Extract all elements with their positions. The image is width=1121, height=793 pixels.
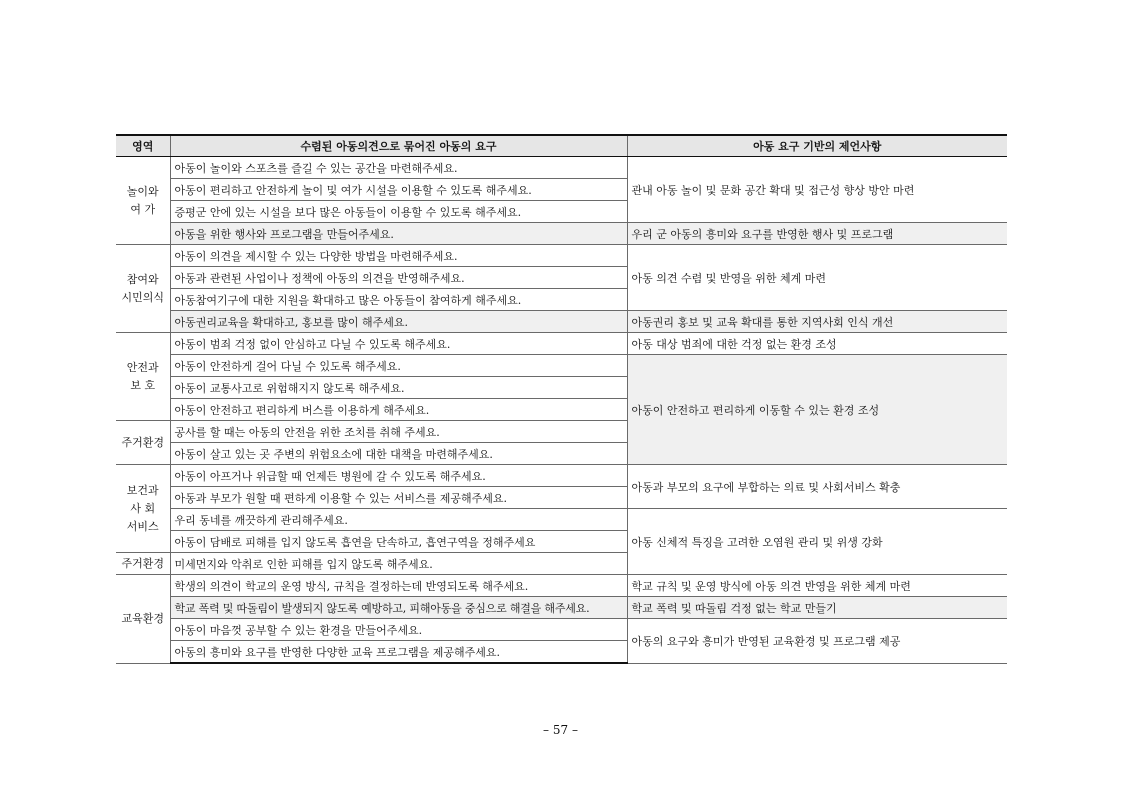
table-row — [116, 157, 1007, 179]
demand-cell: 아동이 안전하고 편리하게 버스를 이용하게 해주세요. — [170, 399, 627, 421]
area-label: 사 회 — [130, 501, 156, 515]
recommendation-cell: 아동이 안전하고 편리하게 이동할 수 있는 환경 조성 — [627, 355, 1007, 465]
recommendation-cell: 아동 의견 수렴 및 반영을 위한 체계 마련 — [627, 245, 1007, 311]
area-living-environment-2 — [116, 553, 170, 575]
demand-cell: 아동을 위한 행사와 프로그램을 만들어주세요. — [170, 223, 627, 245]
table-row — [116, 333, 1007, 355]
demand-cell: 아동이 의견을 제시할 수 있는 다양한 방법을 마련해주세요. — [170, 245, 627, 267]
area-living-environment — [116, 421, 170, 465]
area-education — [116, 575, 170, 664]
demand-cell: 아동이 마음껏 공부할 수 있는 환경을 만들어주세요. — [170, 619, 627, 641]
area-play-leisure — [116, 157, 170, 245]
table-row — [116, 509, 1007, 531]
area-label: 보건과 — [126, 483, 159, 497]
demand-cell: 아동이 범죄 걱정 없이 안심하고 다닐 수 있도록 해주세요. — [170, 333, 627, 355]
area-label: 시민의식 — [121, 290, 164, 304]
area-label: 놀이와 — [126, 184, 159, 198]
recommendations-table — [116, 134, 1007, 664]
demand-cell: 아동의 흥미와 요구를 반영한 다양한 교육 프로그램을 제공해주세요. — [170, 641, 627, 664]
area-label: 안전과 — [126, 360, 159, 374]
demand-cell: 미세먼지와 악취로 인한 피해를 입지 않도록 해주세요. — [170, 553, 627, 575]
demand-cell: 아동이 안전하게 걸어 다닐 수 있도록 해주세요. — [170, 355, 627, 377]
demand-cell: 아동이 살고 있는 곳 주변의 위험요소에 대한 대책을 마련해주세요. — [170, 443, 627, 465]
area-label: 서비스 — [126, 519, 159, 533]
table-header-row — [116, 135, 1007, 157]
area-safety — [116, 333, 170, 421]
area-health-social — [116, 465, 170, 553]
area-label: 여 가 — [130, 202, 156, 216]
demand-cell: 아동이 놀이와 스포츠를 즐길 수 있는 공간을 마련해주세요. — [170, 157, 627, 179]
header-recommendation: 아동 요구 기반의 제언사항 — [627, 135, 1007, 157]
recommendation-cell: 학교 규칙 및 운영 방식에 아동 의견 반영을 위한 체계 마련 — [627, 575, 1007, 597]
demand-cell: 아동이 담배로 피해를 입지 않도록 흡연을 단속하고, 흡연구역을 정해주세요 — [170, 531, 627, 553]
recommendation-cell: 아동과 부모의 요구에 부합하는 의료 및 사회서비스 확충 — [627, 465, 1007, 509]
demand-cell: 아동이 편리하고 안전하게 놀이 및 여가 시설을 이용할 수 있도록 해주세요. — [170, 179, 627, 201]
table-row — [116, 465, 1007, 487]
demand-cell: 학생의 의견이 학교의 운영 방식, 규칙을 결정하는데 반영되도록 해주세요. — [170, 575, 627, 597]
recommendation-cell: 아동권리 홍보 및 교육 확대를 통한 지역사회 인식 개선 — [627, 311, 1007, 333]
table-row — [116, 245, 1007, 267]
demand-cell: 아동이 교통사고로 위험해지지 않도록 해주세요. — [170, 377, 627, 399]
table-row — [116, 575, 1007, 597]
area-label: 교육환경 — [121, 611, 164, 625]
demand-cell: 아동참여기구에 대한 지원을 확대하고 많은 아동들이 참여하게 해주세요. — [170, 289, 627, 311]
table-row — [116, 311, 1007, 333]
recommendation-cell: 학교 폭력 및 따돌림 걱정 없는 학교 만들기 — [627, 597, 1007, 619]
recommendation-cell: 아동의 요구와 흥미가 반영된 교육환경 및 프로그램 제공 — [627, 619, 1007, 664]
demand-cell: 우리 동네를 깨끗하게 관리해주세요. — [170, 509, 627, 531]
table-row — [116, 223, 1007, 245]
area-label: 보 호 — [130, 378, 156, 392]
table-row — [116, 597, 1007, 619]
demand-cell: 학교 폭력 및 따돌림이 발생되지 않도록 예방하고, 피해아동을 중심으로 해결을 해주세요. — [170, 597, 627, 619]
table-row — [116, 619, 1007, 641]
area-label: 참여와 — [126, 272, 159, 286]
recommendation-cell: 관내 아동 놀이 및 문화 공간 확대 및 접근성 향상 방안 마련 — [627, 157, 1007, 223]
table-row — [116, 355, 1007, 377]
header-area: 영역 — [116, 135, 170, 157]
demand-cell: 아동과 부모가 원할 때 편하게 이용할 수 있는 서비스를 제공해주세요. — [170, 487, 627, 509]
recommendation-cell: 아동 대상 범죄에 대한 걱정 없는 환경 조성 — [627, 333, 1007, 355]
demand-cell: 증평군 안에 있는 시설을 보다 많은 아동들이 이용할 수 있도록 해주세요. — [170, 201, 627, 223]
demand-cell: 아동권리교육을 확대하고, 홍보를 많이 해주세요. — [170, 311, 627, 333]
recommendation-cell: 우리 군 아동의 흥미와 요구를 반영한 행사 및 프로그램 — [627, 223, 1007, 245]
recommendation-cell: 아동 신체적 특징을 고려한 오염원 관리 및 위생 강화 — [627, 509, 1007, 575]
area-participation — [116, 245, 170, 333]
area-label: 주거환경 — [121, 435, 164, 449]
demand-cell: 아동이 아프거나 위급할 때 언제든 병원에 갈 수 있도록 해주세요. — [170, 465, 627, 487]
demand-cell: 공사를 할 때는 아동의 안전을 위한 조치를 취해 주세요. — [170, 421, 627, 443]
header-demand: 수렴된 아동의견으로 묶어진 아동의 요구 — [170, 135, 627, 157]
page-number: – 57 – — [543, 723, 578, 737]
demand-cell: 아동과 관련된 사업이나 정책에 아동의 의견을 반영해주세요. — [170, 267, 627, 289]
area-label: 주거환경 — [121, 556, 164, 570]
